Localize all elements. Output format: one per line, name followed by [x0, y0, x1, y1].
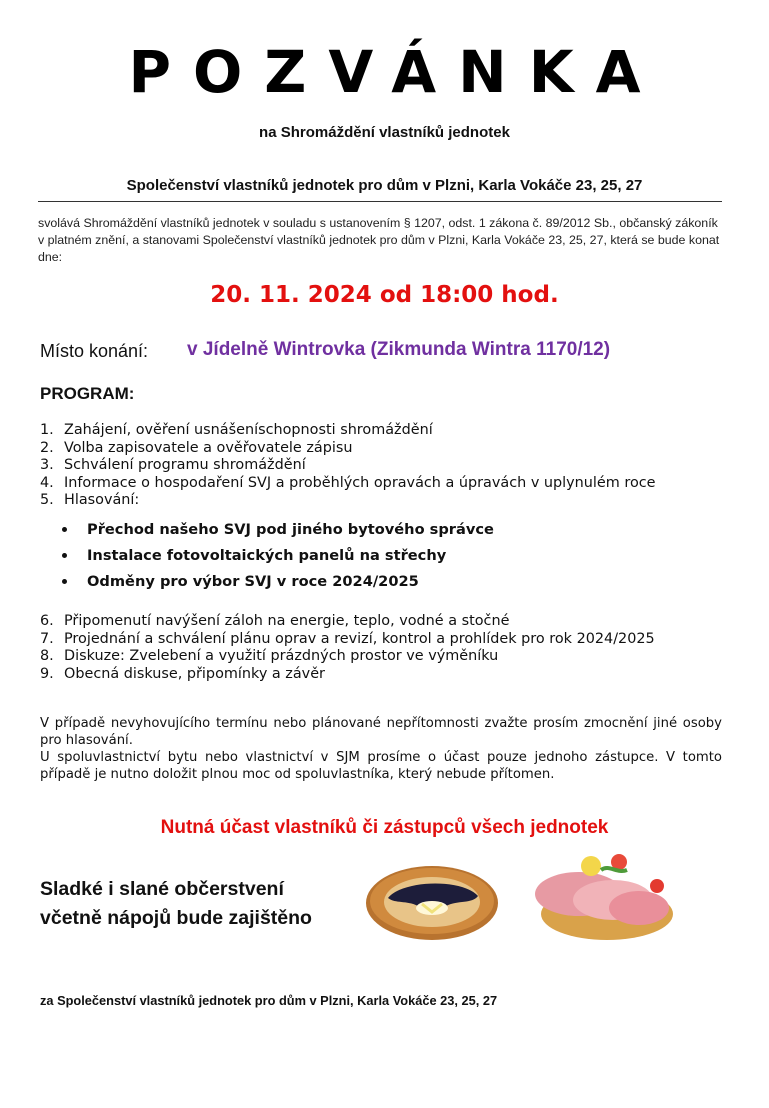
item-number: 4. — [40, 474, 54, 491]
list-item — [40, 648, 740, 666]
list-item — [40, 631, 740, 649]
list-item — [40, 457, 740, 475]
notes — [40, 715, 722, 783]
item-number: 8. — [40, 648, 54, 665]
item-number: 2. — [40, 439, 54, 456]
list-item — [40, 666, 740, 684]
meeting-datetime: 20. 11. 2024 od 18:00 hod. — [210, 282, 559, 308]
program-list-part1 — [40, 422, 740, 510]
bullet-icon — [62, 579, 67, 584]
proxy-note: V případě nevyhovujícího termínu nebo plánované nepřítomnosti zvažte prosím zmocnění jiné osoby pro hlasování. — [40, 716, 722, 748]
divider — [38, 201, 722, 202]
item-text: Připomenutí navýšení záloh na energie, teplo, vodné a stočné — [64, 613, 510, 629]
footer: za Společenství vlastníků jednotek pro dům v Plzni, Karla Vokáče 23, 25, 27 — [40, 993, 498, 1008]
refreshments — [40, 875, 312, 933]
item-text: Diskuze: Zvelebení a využití prázdných prostor ve výměníku — [64, 648, 499, 665]
voting-list — [62, 516, 494, 594]
item-number: 6. — [40, 613, 54, 629]
voting-item — [62, 542, 494, 568]
attendance-notice: Nutná účast vlastníků či zástupců všech jednotek — [160, 817, 609, 838]
program-list-part2 — [40, 613, 740, 683]
venue-label: Místo konání: — [40, 341, 149, 361]
list-item — [40, 613, 740, 631]
association-name: Společenství vlastníků jednotek pro dům v Plzni, Karla Vokáče 23, 25, 27 — [126, 177, 643, 194]
item-number: 3. — [40, 457, 54, 474]
bullet-icon — [62, 553, 67, 558]
venue-value: v Jídelně Wintrovka (Zikmunda Wintra 1170/12) — [187, 339, 611, 360]
item-text: Informace o hospodaření SVJ a proběhlých opravách a úpravách v uplynulém roce — [64, 474, 656, 491]
item-number: 7. — [40, 630, 54, 647]
co-ownership-note: U spoluvlastnictví bytu nebo vlastnictví v SJM prosíme o účast pouze jednoho zástupce. V tomto případě je nutno doložit plnou moc od spoluvlastníka, který nebude přítomen. — [40, 750, 722, 782]
page-title: POZVÁNKA — [128, 38, 663, 106]
subtitle: na Shromáždění vlastníků jednotek — [259, 124, 510, 141]
list-item — [40, 422, 740, 440]
item-text: Volba zapisovatele a ověřovatele zápisu — [64, 439, 353, 456]
bullet-icon — [62, 527, 67, 532]
ham-sandwich-image — [517, 852, 679, 946]
item-text: Zahájení, ověření usnášeníschopnosti shromáždění — [64, 422, 433, 438]
voting-item — [62, 516, 494, 542]
program-heading: PROGRAM: — [40, 384, 135, 403]
list-item — [40, 475, 740, 493]
item-text: Projednání a schválení plánu oprav a revizí, kontrol a prohlídek pro rok 2024/2025 — [64, 630, 655, 647]
voting-item-text: Instalace fotovoltaických panelů na střechy — [87, 546, 447, 564]
refreshments-line-1: Sladké i slané občerstvení — [40, 878, 284, 900]
item-text: Schválení programu shromáždění — [64, 457, 306, 474]
voting-item-text: Přechod našeho SVJ pod jiného bytového správce — [87, 520, 494, 538]
item-number: 9. — [40, 665, 54, 682]
intro-text: svolává Shromáždění vlastníků jednotek v souladu s ustanovením § 1207, odst. 1 zákona č. 89/2012 Sb., občanský zákoník v platném znění, a stanovami Společenství vlastníků jednotek pro dům v Plzni, Karla Vokáče 23, 25, 27, která se bude konat dne: — [38, 216, 720, 264]
bagel-image — [362, 860, 502, 942]
item-number: 1. — [40, 422, 54, 438]
item-text: Hlasování: — [64, 492, 140, 509]
voting-item — [62, 568, 494, 594]
item-text: Obecná diskuse, připomínky a závěr — [64, 665, 325, 682]
item-number: 5. — [40, 492, 54, 509]
refreshments-line-2: včetně nápojů bude zajištěno — [40, 907, 312, 929]
voting-item-text: Odměny pro výbor SVJ v roce 2024/2025 — [87, 572, 419, 590]
list-item — [40, 440, 740, 458]
list-item — [40, 492, 740, 510]
